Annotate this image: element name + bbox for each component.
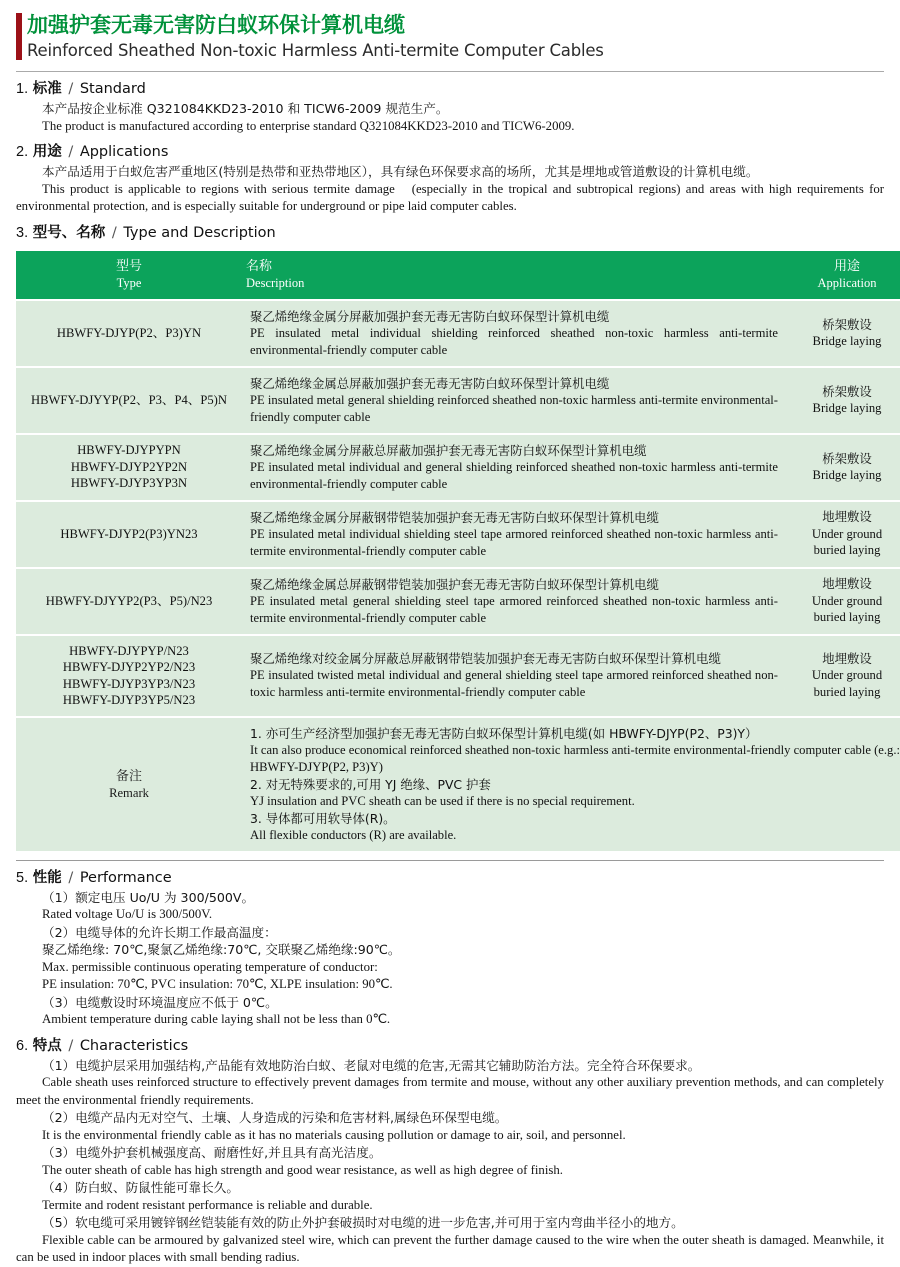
section-heading-type-description [16, 224, 884, 243]
remark-line: All flexible conductors (R) are available. [250, 827, 457, 842]
cable-type-table [16, 251, 900, 851]
cell-application [786, 501, 900, 568]
remark-line: It can also produce economical reinforced sheathed non-toxic harmless anti-termite environmental-friendly computer cable (e.g.: HBWFY-DJYP(P2, P3)Y) [250, 742, 900, 774]
table-row [16, 300, 900, 367]
cell-application-en: Bridge laying [812, 401, 882, 415]
column-header-description-cn: 名称 [246, 258, 273, 274]
section-title-en: Applications [79, 144, 169, 160]
section-heading-characteristics [16, 1037, 884, 1056]
cell-description-cn: 聚乙烯绝缘金属分屏蔽钢带铠装加强护套无毒无害防白蚁环保型计算机电缆 [250, 509, 659, 525]
table-bottom-divider [16, 860, 884, 861]
column-header-application-en: Application [817, 275, 877, 290]
cell-description-en: PE insulated metal individual and general shielding reinforced sheathed non-toxic harmless anti-termite environmental-friendly computer cable [250, 459, 778, 491]
section-heading-performance [16, 869, 884, 888]
remark-content-cell [242, 717, 900, 851]
table-header-row [16, 251, 900, 300]
cell-application-en: Bridge laying [812, 334, 882, 348]
cell-description-cn: 聚乙烯绝缘金属总屏蔽加强护套无毒无害防白蚁环保型计算机电缆 [250, 375, 610, 391]
column-header-type [16, 251, 242, 300]
remark-line: 2. 对无特殊要求的,可用 YJ 绝缘、PVC 护套 [250, 776, 491, 792]
section-title-en: Standard [79, 81, 146, 97]
cell-description [242, 635, 786, 717]
characteristic-item-cn: （2）电缆产品内无对空气、土壤、人身造成的污染和危害材料,属绿色环保型电缆。 [42, 1110, 508, 1125]
column-header-description [242, 251, 786, 300]
applications-body-en: This product is applicable to regions with serious termite damage (especially in the tropical and subtropical regions) and areas with high requirements for environmental protection, and is especially suitable for underground or pipe laid computer cables. [16, 181, 884, 213]
cell-description [242, 434, 786, 501]
cell-description-cn: 聚乙烯绝缘对绞金属分屏蔽总屏蔽钢带铠装加强护套无毒无害防白蚁环保型计算机电缆 [250, 651, 721, 666]
section-title-cn: 用途 [32, 144, 62, 160]
section-number: 1. [16, 81, 29, 97]
section-number: 3. [16, 224, 29, 241]
characteristic-item-en: Flexible cable can be armoured by galvanized steel wire, which can prevent the further damage caused to the wire when the outer sheath is damaged. Meanwhile, it can be used in indoor places with small bending radius. [16, 1232, 884, 1264]
remark-label-en: Remark [109, 785, 149, 800]
page-header [0, 0, 900, 62]
page-title-chinese: 加强护套无毒无害防白蚁环保计算机电缆 [27, 13, 405, 37]
cell-type-text: HBWFY-DJYYP(P2、P3、P4、P5)N [31, 392, 227, 407]
characteristic-item-en: Cable sheath uses reinforced structure to effectively prevent damages from termite and mouse, without any other auxiliary prevention methods, and can completely meet the environmental friendly requirements. [16, 1075, 884, 1107]
cell-application [786, 568, 900, 635]
cell-type [16, 635, 242, 717]
cell-application-cn: 地埋敷设 [822, 650, 872, 666]
section-number: 6. [16, 1037, 29, 1054]
section-title-cn: 型号、名称 [32, 224, 106, 241]
section-title-en: Characteristics [79, 1037, 189, 1054]
cell-type-text: HBWFY-DJYYP2(P3、P5)/N23 [45, 593, 213, 608]
standard-body-en: The product is manufactured according to enterprise standard Q321084KKD23-2010 and TICW6-2009. [42, 118, 575, 133]
cell-application-en: Under ground buried laying [811, 526, 883, 558]
cell-type-text: HBWFY-DJYPYP/N23 HBWFY-DJYP2YP2/N23 HBWFY-DJYP3YP3/N23 HBWFY-DJYP3YP5/N23 [62, 643, 196, 707]
characteristic-item-cn: （5）软电缆可采用镀锌钢丝铠装能有效的防止外护套破损时对电缆的进一步危害,并可用于室内弯曲半径小的地方。 [42, 1215, 684, 1230]
cell-description [242, 367, 786, 434]
characteristic-item-en: It is the environmental friendly cable as it has no materials causing pollution or damage to air, soil, and personnel. [42, 1127, 626, 1142]
section-separator: / [68, 81, 74, 97]
cell-description-en: PE insulated twisted metal individual and general shielding steel tape armored reinforced sheathed non-toxic harmless anti-termite environmental-friendly computer cable [250, 668, 778, 699]
cell-application-en: Bridge laying [812, 468, 882, 482]
table-row [16, 635, 900, 717]
performance-item-list [16, 889, 884, 1029]
column-header-description-en: Description [246, 275, 305, 290]
column-header-application [786, 251, 900, 300]
cell-application-en: Under ground buried laying [811, 668, 883, 699]
column-header-application-cn: 用途 [833, 258, 860, 274]
remark-label-cell [16, 717, 242, 851]
characteristic-item-en: The outer sheath of cable has high strength and good wear resistance, as well as high degree of finish. [42, 1162, 563, 1177]
section-title-cn: 特点 [32, 1037, 62, 1054]
page-title-english: Reinforced Sheathed Non-toxic Harmless Anti-termite Computer Cables [27, 41, 604, 60]
cell-description [242, 568, 786, 635]
section-separator: / [68, 1037, 74, 1054]
document-body [0, 80, 900, 1267]
cell-application-cn: 桥架敷设 [822, 316, 872, 332]
cell-application-cn: 桥架敷设 [822, 383, 872, 399]
table-remark-row [16, 717, 900, 851]
remark-line: 1. 亦可生产经济型加强护套无毒无害防白蚁环保型计算机电缆(如 HBWFY-DJYP(P2、P3)Y） [250, 725, 758, 741]
section-separator: / [68, 144, 74, 160]
performance-item-cn: （3）电缆敷设时环境温度应不低于 0℃。 [42, 994, 278, 1010]
section-separator: / [111, 224, 117, 241]
cell-type [16, 367, 242, 434]
performance-item-en: PE insulation: 70℃, PVC insulation: 70℃, XLPE insulation: 90℃. [42, 977, 393, 991]
cell-application [786, 434, 900, 501]
section-title-cn: 标准 [32, 81, 62, 97]
applications-body-cn: 本产品适用于白蚁危害严重地区(特别是热带和亚热带地区），具有绿色环保要求高的场所，尤其是埋地或管道敷设的计算机电缆。 [42, 164, 759, 179]
performance-item-en: Rated voltage Uo/U is 300/500V. [42, 907, 213, 921]
performance-item-en: Max. permissible continuous operating temperature of conductor: [42, 959, 378, 974]
section-heading-standard [16, 80, 884, 99]
cell-type-text: HBWFY-DJYP2(P3)YN23 [60, 526, 198, 541]
section-title-cn: 性能 [32, 869, 62, 886]
section-number: 2. [16, 144, 29, 160]
header-accent-bar [16, 13, 22, 60]
cell-description-cn: 聚乙烯绝缘金属分屏蔽总屏蔽加强护套无毒无害防白蚁环保型计算机电缆 [250, 442, 647, 458]
cell-application [786, 367, 900, 434]
cell-description-en: PE insulated metal individual shielding steel tape armored reinforced sheathed non-toxic harmless anti-termite environmental-friendly computer cable [250, 526, 778, 558]
header-divider [16, 71, 884, 72]
cell-type [16, 300, 242, 367]
cell-description-cn: 聚乙烯绝缘金属总屏蔽钢带铠装加强护套无毒无害防白蚁环保型计算机电缆 [250, 576, 659, 592]
section-title-en: Type and Description [123, 224, 276, 241]
standard-body-cn: 本产品按企业标准 Q321084KKD23-2010 和 TICW6-2009 规范生产。 [42, 101, 449, 116]
cell-application-cn: 地埋敷设 [822, 509, 872, 525]
table-row [16, 568, 900, 635]
section-title-en: Performance [79, 869, 172, 886]
performance-item-cn: （2）电缆导体的允许长期工作最高温度： [42, 924, 277, 940]
table-row [16, 501, 900, 568]
section-number: 5. [16, 869, 29, 886]
cell-application-cn: 桥架敷设 [822, 450, 872, 466]
characteristics-item-list [16, 1057, 884, 1267]
remark-label-cn: 备注 [115, 768, 142, 784]
table-row [16, 367, 900, 434]
cell-description-en: PE insulated metal general shielding reinforced sheathed non-toxic harmless anti-termite environmental-friendly computer cable [250, 392, 778, 424]
cell-application-en: Under ground buried laying [811, 593, 883, 625]
section-heading-applications [16, 143, 884, 162]
cell-description-en: PE insulated metal individual shielding reinforced sheathed non-toxic harmless anti-termite environmental-friendly computer cable [250, 325, 778, 357]
cell-application [786, 635, 900, 717]
remark-line: YJ insulation and PVC sheath can be used if there is no special requirement. [250, 793, 635, 808]
cell-description-cn: 聚乙烯绝缘金属分屏蔽加强护套无毒无害防白蚁环保型计算机电缆 [250, 308, 610, 324]
cell-type [16, 434, 242, 501]
table-row [16, 434, 900, 501]
cell-application-cn: 地埋敷设 [822, 576, 872, 592]
characteristic-item-cn: （3）电缆外护套机械强度高、耐磨性好,并且具有高光洁度。 [42, 1145, 382, 1160]
characteristic-item-cn: （1）电缆护层采用加强结构,产品能有效地防治白蚁、老鼠对电缆的危害,无需其它辅助防治方法。完全符合环保要求。 [42, 1057, 701, 1073]
table-header [16, 251, 900, 300]
characteristic-item-cn: （4）防白蚁、防鼠性能可靠长久。 [42, 1180, 239, 1195]
performance-item-cn: 聚乙烯绝缘: 70℃,聚氯乙烯绝缘:70℃, 交联聚乙烯绝缘:90℃。 [42, 942, 401, 957]
remark-line: 3. 导体都可用软导体(R)。 [250, 810, 396, 826]
cell-description-en: PE insulated metal general shielding steel tape armored reinforced sheathed non-toxic harmless anti-termite environmental-friendly computer cable [250, 593, 778, 625]
cell-description [242, 501, 786, 568]
cell-type [16, 501, 242, 568]
section-separator: / [68, 869, 74, 886]
cell-type [16, 568, 242, 635]
cell-description [242, 300, 786, 367]
cell-type-text: HBWFY-DJYP(P2、P3)YN [56, 325, 202, 340]
column-header-type-cn: 型号 [115, 258, 142, 274]
column-header-type-en: Type [116, 275, 142, 290]
performance-item-en: Ambient temperature during cable laying shall not be less than 0℃. [42, 1012, 391, 1026]
performance-item-cn: （1）额定电压 Uo/U 为 300/500V。 [42, 889, 255, 905]
cell-type-text: HBWFY-DJYPYPN HBWFY-DJYP2YP2N HBWFY-DJYP3YP3N [70, 443, 188, 491]
characteristic-item-en: Termite and rodent resistant performance is reliable and durable. [42, 1197, 373, 1212]
table-body [16, 300, 900, 851]
cell-application [786, 300, 900, 367]
